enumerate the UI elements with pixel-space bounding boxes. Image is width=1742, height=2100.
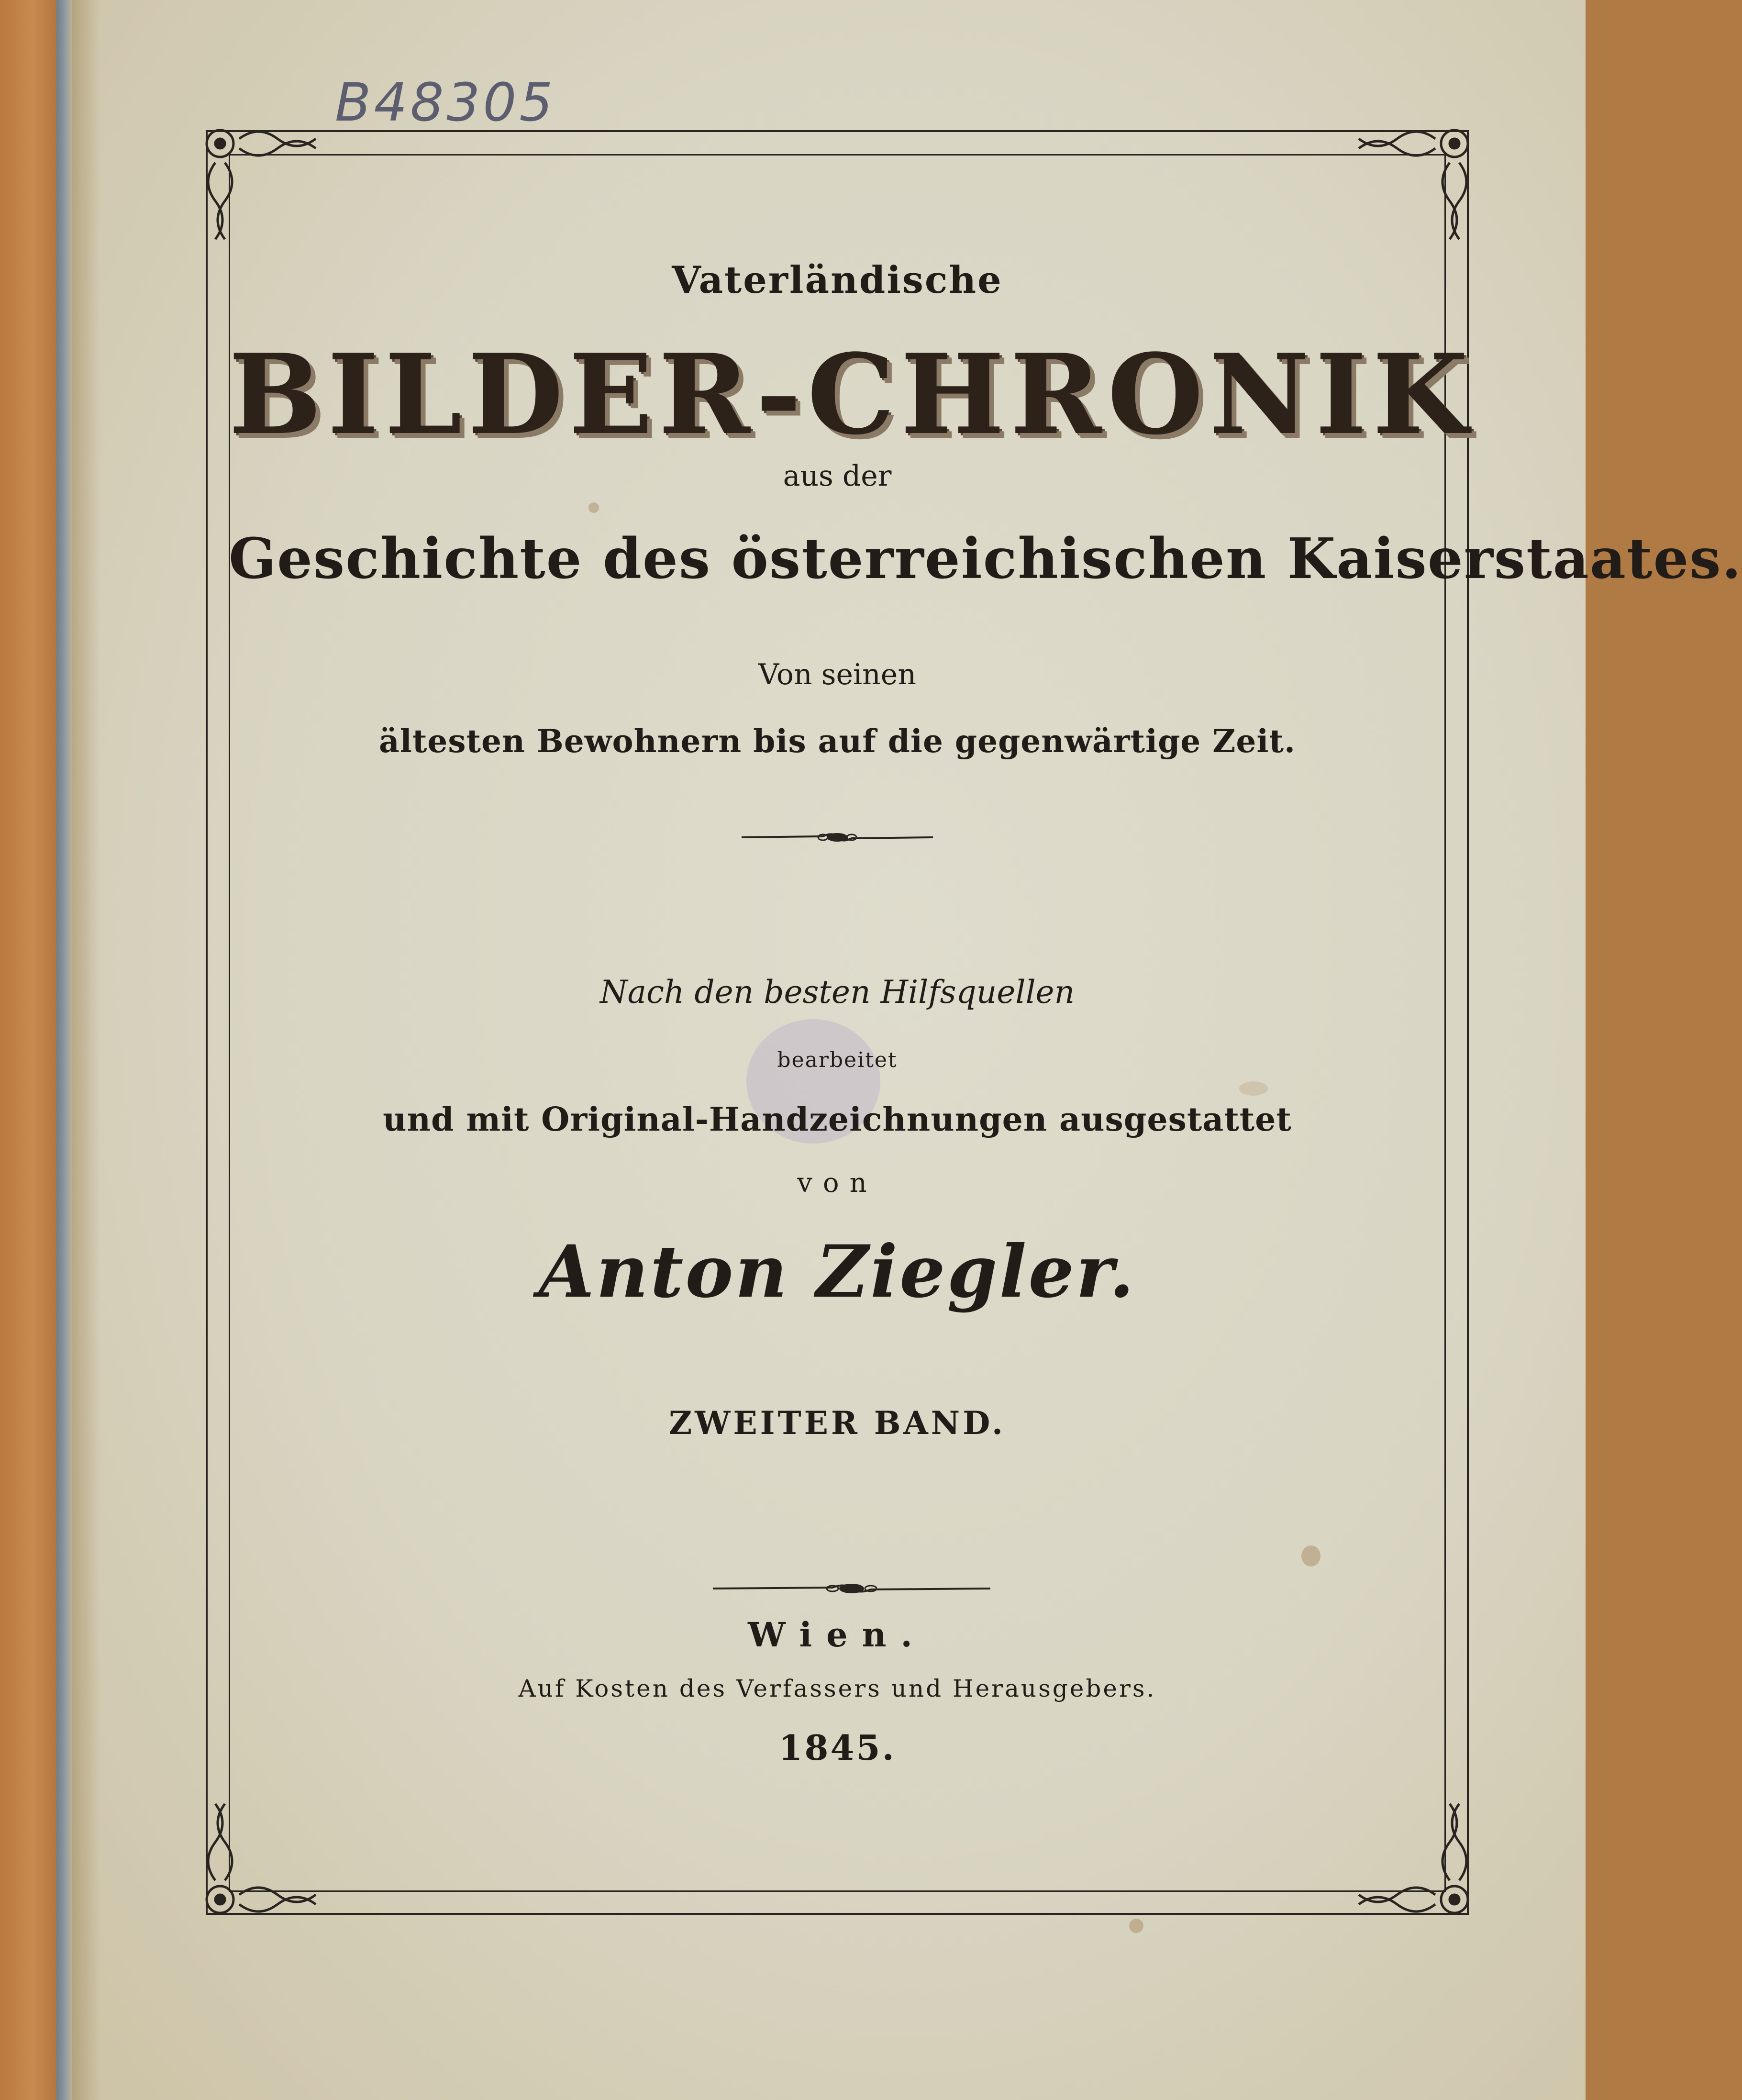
author-name: Anton Ziegler.	[538, 1230, 1136, 1314]
corner-ornament-top-left	[196, 120, 321, 244]
publisher-line: Auf Kosten des Verfassers und Herausgebers.	[518, 1675, 1156, 1702]
subtitle: Geschichte des österreichischen Kaiserstaates.	[229, 526, 1742, 591]
illustrations-line: und mit Original-Handzeichnungen ausgestattet	[383, 1100, 1292, 1139]
binding-gutter	[56, 0, 72, 2100]
publication-year: 1845.	[778, 1727, 896, 1768]
accession-number: B48305	[335, 72, 556, 133]
publication-city: Wien.	[748, 1615, 927, 1655]
aeltesten-line: ältesten Bewohnern bis auf die gegenwärtige Zeit.	[379, 722, 1296, 760]
sources-line: Nach den besten Hilfsquellen	[599, 974, 1075, 1011]
main-title: BILDER-CHRONIK	[229, 330, 1474, 459]
leaf-edge-shadow	[72, 0, 100, 2100]
corner-ornament-bottom-right	[1354, 1799, 1478, 1923]
foxing-stain	[1129, 1919, 1143, 1933]
corner-ornament-bottom-left	[196, 1799, 321, 1923]
von-line: von	[797, 1167, 877, 1199]
von-seinen-line: Von seinen	[758, 658, 916, 691]
decorative-rule	[742, 828, 933, 847]
corner-ornament-top-right	[1354, 120, 1478, 244]
volume-label: ZWEITER BAND.	[669, 1404, 1006, 1442]
aus-der-line: aus der	[783, 459, 892, 493]
decorative-rule	[713, 1579, 990, 1598]
bearbeitet-line: bearbeitet	[777, 1048, 898, 1072]
title-prefix: Vaterländische	[672, 258, 1003, 302]
